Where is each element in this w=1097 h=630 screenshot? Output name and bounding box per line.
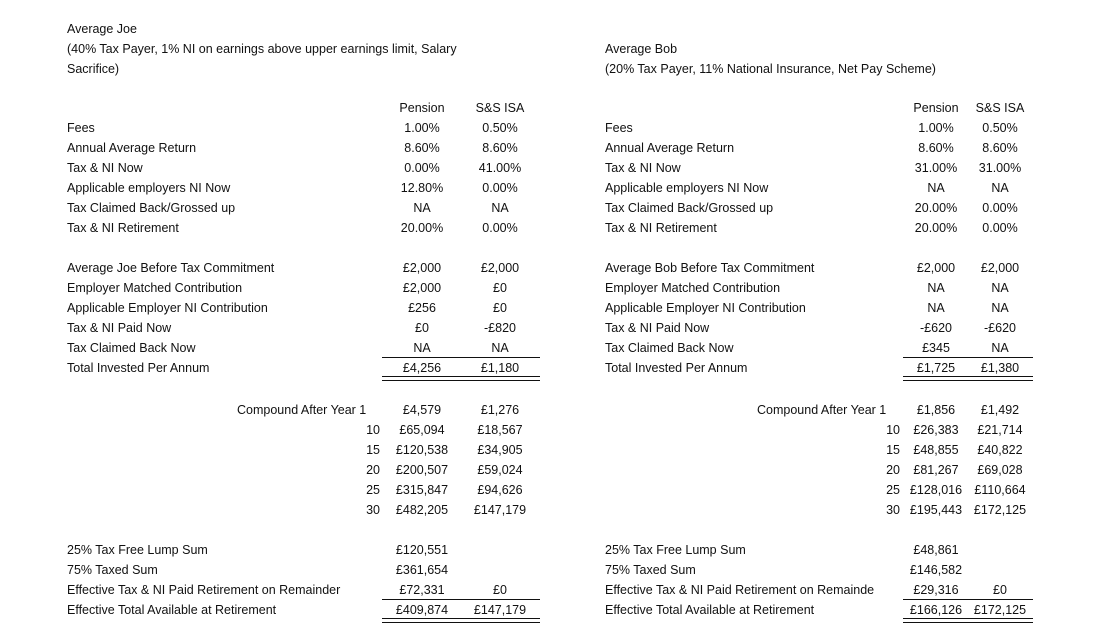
joe-contrib-pension: £0 (415, 321, 429, 335)
bob-compound-pension: £26,383 (913, 423, 959, 437)
joe-contrib-isa: -£820 (484, 321, 516, 335)
bob-retire-total-label: Effective Total Available at Retirement (605, 603, 815, 617)
joe-contrib-isa: NA (491, 341, 509, 355)
joe-rate-label: Tax Claimed Back/Grossed up (67, 201, 236, 215)
bob-rate-isa: NA (991, 181, 1009, 195)
bob-rate-pension: 1.00% (918, 121, 954, 135)
bob-total-invested-isa: £1,380 (980, 361, 1020, 375)
bob-retire-pension: £146,582 (909, 563, 963, 577)
bob-retire-total-isa: £172,125 (973, 603, 1027, 617)
joe-retire-total-label: Effective Total Available at Retirement (67, 603, 277, 617)
bob-retire-label: Effective Tax & NI Paid Retirement on Remainde (605, 583, 875, 597)
joe-compound-label: Compound After Year 1 (237, 403, 367, 417)
joe-compound-isa: £94,626 (477, 483, 523, 497)
bob-retire-label: 75% Taxed Sum (605, 563, 696, 577)
bob-contrib-label: Applicable Employer NI Contribution (605, 301, 806, 315)
joe-compound-pension: £4,579 (402, 403, 442, 417)
joe-total-invested-pension: £4,256 (402, 361, 442, 375)
bob-compound-pension: £128,016 (909, 483, 963, 497)
bob-rate-label: Tax & NI Now (605, 161, 681, 175)
joe-compound-year: 20 (366, 463, 380, 477)
bob-total-invested-label: Total Invested Per Annum (605, 361, 748, 375)
joe-compound-isa: £147,179 (473, 503, 527, 517)
bob-retire-pension: £48,861 (913, 543, 959, 557)
bob-contrib-pension: £2,000 (916, 261, 956, 275)
bob-rate-isa: 8.60% (982, 141, 1018, 155)
bob-contrib-isa: NA (991, 301, 1009, 315)
bob-contrib-isa: -£620 (984, 321, 1016, 335)
joe-retire-label: Effective Tax & NI Paid Retirement on Remainder (67, 583, 341, 597)
bob-retire-label: 25% Tax Free Lump Sum (605, 543, 746, 557)
joe-rate-pension: 12.80% (400, 181, 444, 195)
bob-rate-pension: 20.00% (914, 201, 958, 215)
joe-rate-isa: 8.60% (482, 141, 518, 155)
bob-compound-pension: £1,856 (916, 403, 956, 417)
joe-compound-year: 15 (366, 443, 380, 457)
bob-total-invested-pension: £1,725 (916, 361, 956, 375)
bob-compound-isa: £1,492 (980, 403, 1020, 417)
bob-contrib-pension: -£620 (920, 321, 952, 335)
joe-rate-pension: 0.00% (404, 161, 440, 175)
bob-rate-isa: 0.50% (982, 121, 1018, 135)
joe-contrib-pension: NA (413, 341, 431, 355)
bob-retire-total-pension: £166,126 (909, 603, 963, 617)
bob-contrib-pension: NA (927, 301, 945, 315)
joe-rate-label: Fees (67, 121, 95, 135)
bob-contrib-isa: NA (991, 341, 1009, 355)
joe-contrib-label: Applicable Employer NI Contribution (67, 301, 268, 315)
bob-rate-label: Applicable employers NI Now (605, 181, 769, 195)
joe-rate-pension: NA (413, 201, 431, 215)
bob-subtotal-rule (903, 357, 1033, 358)
bob-compound-pension: £81,267 (913, 463, 959, 477)
joe-retire-double-rule (382, 618, 540, 623)
bob-compound-label: Compound After Year 1 (757, 403, 887, 417)
joe-col-header-pension: Pension (399, 101, 445, 115)
bob-col-header-pension: Pension (913, 101, 959, 115)
bob-subtitle-line1: (20% Tax Payer, 11% National Insurance, Net Pay Scheme) (605, 62, 936, 76)
joe-retire-total-pension: £409,874 (395, 603, 449, 617)
joe-compound-year: 30 (366, 503, 380, 517)
bob-rate-isa: 0.00% (982, 201, 1018, 215)
joe-rate-isa: 0.00% (482, 181, 518, 195)
bob-compound-year: 20 (886, 463, 900, 477)
joe-retire-isa: £0 (493, 583, 507, 597)
bob-rate-isa: 31.00% (978, 161, 1022, 175)
joe-rate-isa: 0.00% (482, 221, 518, 235)
joe-contrib-isa: £0 (493, 301, 507, 315)
joe-subtitle-line1: (40% Tax Payer, 1% NI on earnings above upper earnings limit, Salary (67, 42, 457, 56)
joe-compound-year: 10 (366, 423, 380, 437)
joe-retire-label: 75% Taxed Sum (67, 563, 158, 577)
joe-rate-label: Tax & NI Now (67, 161, 143, 175)
joe-contrib-pension: £2,000 (402, 261, 442, 275)
joe-compound-isa: £1,276 (480, 403, 520, 417)
joe-contrib-pension: £256 (408, 301, 436, 315)
bob-retire-isa: £0 (993, 583, 1007, 597)
joe-retire-total-isa: £147,179 (473, 603, 527, 617)
joe-total-invested-isa: £1,180 (480, 361, 520, 375)
joe-retire-rule (382, 599, 540, 600)
bob-rate-label: Tax & NI Retirement (605, 221, 717, 235)
joe-contrib-isa: £0 (493, 281, 507, 295)
bob-contrib-label: Average Bob Before Tax Commitment (605, 261, 815, 275)
joe-compound-isa: £18,567 (477, 423, 523, 437)
joe-rate-label: Tax & NI Retirement (67, 221, 179, 235)
bob-title: Average Bob (605, 42, 678, 56)
joe-retire-label: 25% Tax Free Lump Sum (67, 543, 208, 557)
bob-contrib-label: Tax Claimed Back Now (605, 341, 734, 355)
bob-rate-pension: 31.00% (914, 161, 958, 175)
bob-rate-label: Fees (605, 121, 633, 135)
bob-contrib-label: Employer Matched Contribution (605, 281, 781, 295)
bob-compound-year: 10 (886, 423, 900, 437)
bob-compound-isa: £21,714 (977, 423, 1023, 437)
bob-contrib-isa: NA (991, 281, 1009, 295)
bob-rate-pension: 20.00% (914, 221, 958, 235)
joe-rate-isa: 41.00% (478, 161, 522, 175)
joe-rate-label: Annual Average Return (67, 141, 197, 155)
bob-retire-rule (903, 599, 1033, 600)
joe-retire-pension: £361,654 (395, 563, 449, 577)
bob-compound-isa: £40,822 (977, 443, 1023, 457)
joe-contrib-label: Tax Claimed Back Now (67, 341, 196, 355)
joe-rate-label: Applicable employers NI Now (67, 181, 231, 195)
bob-rate-label: Annual Average Return (605, 141, 735, 155)
joe-compound-pension: £482,205 (395, 503, 449, 517)
bob-col-header-isa: S&S ISA (975, 101, 1025, 115)
joe-compound-pension: £315,847 (395, 483, 449, 497)
joe-compound-isa: £59,024 (477, 463, 523, 477)
joe-subtitle-line2: Sacrifice) (67, 62, 120, 76)
bob-contrib-isa: £2,000 (980, 261, 1020, 275)
joe-contrib-pension: £2,000 (402, 281, 442, 295)
joe-contrib-label: Employer Matched Contribution (67, 281, 243, 295)
bob-retire-double-rule (903, 618, 1033, 623)
bob-total-double-rule (903, 376, 1033, 381)
joe-retire-pension: £72,331 (399, 583, 445, 597)
bob-compound-isa: £110,664 (974, 483, 1026, 497)
bob-compound-year: 15 (886, 443, 900, 457)
joe-rate-pension: 20.00% (400, 221, 444, 235)
joe-rate-isa: 0.50% (482, 121, 518, 135)
bob-compound-isa: £69,028 (977, 463, 1023, 477)
bob-compound-pension: £48,855 (913, 443, 959, 457)
joe-total-double-rule (382, 376, 540, 381)
bob-compound-pension: £195,443 (909, 503, 963, 517)
bob-contrib-label: Tax & NI Paid Now (605, 321, 710, 335)
bob-rate-pension: 8.60% (918, 141, 954, 155)
joe-title: Average Joe (67, 22, 137, 36)
joe-contrib-label: Tax & NI Paid Now (67, 321, 172, 335)
joe-retire-pension: £120,551 (395, 543, 449, 557)
bob-compound-isa: £172,125 (973, 503, 1027, 517)
joe-compound-pension: £200,507 (395, 463, 449, 477)
bob-contrib-pension: £345 (922, 341, 950, 355)
bob-retire-pension: £29,316 (913, 583, 959, 597)
joe-contrib-isa: £2,000 (480, 261, 520, 275)
bob-rate-pension: NA (927, 181, 945, 195)
bob-rate-isa: 0.00% (982, 221, 1018, 235)
joe-total-invested-label: Total Invested Per Annum (67, 361, 210, 375)
joe-contrib-label: Average Joe Before Tax Commitment (67, 261, 275, 275)
joe-compound-year: 25 (366, 483, 380, 497)
joe-compound-pension: £65,094 (399, 423, 445, 437)
joe-compound-isa: £34,905 (477, 443, 523, 457)
joe-rate-isa: NA (491, 201, 509, 215)
bob-compound-year: 30 (886, 503, 900, 517)
joe-compound-pension: £120,538 (395, 443, 449, 457)
joe-rate-pension: 1.00% (404, 121, 440, 135)
bob-compound-year: 25 (886, 483, 900, 497)
joe-rate-pension: 8.60% (404, 141, 440, 155)
joe-col-header-isa: S&S ISA (475, 101, 525, 115)
joe-subtotal-rule (382, 357, 540, 358)
bob-rate-label: Tax Claimed Back/Grossed up (605, 201, 774, 215)
bob-contrib-pension: NA (927, 281, 945, 295)
